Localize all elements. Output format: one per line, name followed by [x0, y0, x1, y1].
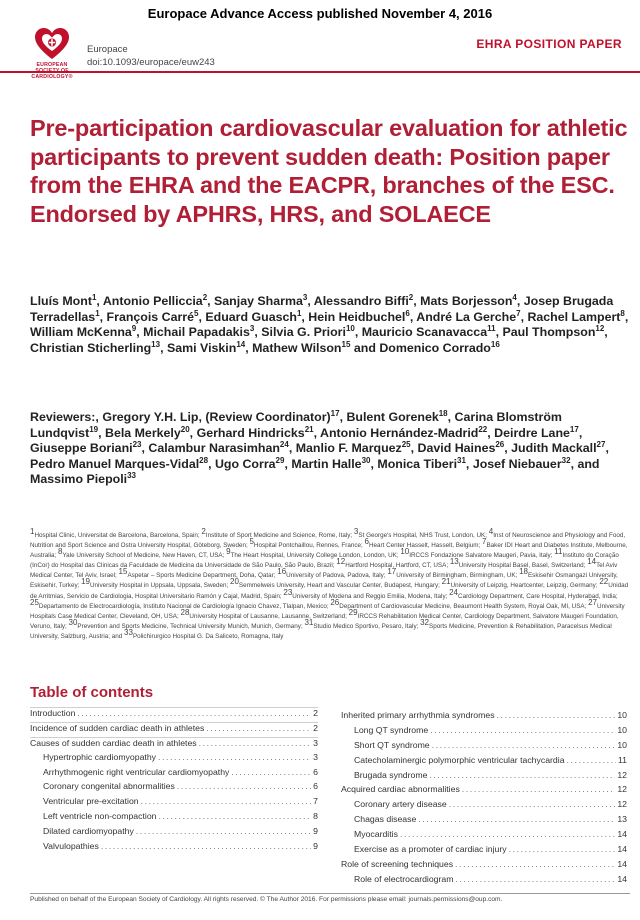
- toc-entry[interactable]: [341, 844, 627, 859]
- reviewer-affiliation-mark: 17: [569, 424, 579, 434]
- toc-entry-label: Valvulopathies: [43, 841, 99, 852]
- affiliation-number: 12: [336, 557, 346, 567]
- toc-entry[interactable]: [30, 841, 318, 856]
- toc-entry[interactable]: [341, 829, 627, 844]
- reviewer-name: Ugo Corra: [214, 456, 276, 471]
- affiliation-text: Tel Aviv Medical Center, Tel Aviv, Israel;: [30, 562, 618, 580]
- affiliation-number: 10: [400, 547, 410, 557]
- affiliation-text: University Hospitals Case Medical Center, Cleveland, OH, USA;: [30, 602, 625, 620]
- affiliation-text: Yale University School of Medicine, New Haven, CT, USA;: [62, 552, 225, 560]
- toc-entry-label: Hypertrophic cardiomyopathy: [43, 751, 156, 762]
- toc-page-number: 11: [617, 754, 627, 765]
- toc-entry-label: Arrhythmogenic right ventricular cardiomyopathy: [43, 766, 230, 777]
- affiliation-number: 23: [283, 587, 293, 597]
- reviewer-name: Gerhard Hindricks: [196, 425, 305, 440]
- toc-leader-dots: [400, 829, 615, 839]
- toc-entry[interactable]: [30, 707, 318, 722]
- toc-entry-label: Acquired cardiac abnormalities: [341, 784, 460, 795]
- toc-entry-label: Chagas disease: [354, 814, 417, 825]
- toc-leader-dots: [430, 725, 615, 735]
- toc-entry[interactable]: [341, 814, 627, 829]
- affiliation-text: Hospital Clinic, Universitat de Barcelona, Barcelona, Spain;: [34, 532, 200, 539]
- affiliation-text: Sports Medicine, Prevention & Rehabilitation, Paracelsus Medical University, Salzburg, Austria; and: [30, 622, 612, 640]
- affiliation-text: Heart Center Hasselt, Hasselt, Belgium;: [368, 542, 481, 550]
- author-name: Eduard Guasch: [205, 309, 297, 324]
- affiliation-text: University Hospital in Uppsala, Uppsala, Sweden;: [90, 582, 229, 590]
- affiliation-number: 17: [387, 567, 397, 577]
- reviewer-affiliation-mark: 25: [401, 440, 411, 450]
- affiliation-text: Unidad de Arritmias, Servicio de Cardiologia, Hospital Universitario Ramón y Cajal, Madrid, Spain;: [30, 582, 629, 600]
- author-name: Hein Heidbuchel: [308, 309, 406, 324]
- toc-leader-dots: [429, 770, 615, 780]
- toc-entry-label: Coronary congenital abnormalities: [43, 781, 175, 792]
- author-name: Josep Brugada Terradellas: [30, 294, 614, 324]
- affiliation-number: 22: [599, 577, 609, 587]
- author-name: François Carré: [106, 309, 195, 324]
- author-name: Antonio Pelliccia: [102, 294, 203, 308]
- toc-page-number: 3: [313, 751, 318, 762]
- author-affiliation-mark: 12: [595, 324, 605, 334]
- affiliation-text: Baker IDI Heart and Diabetes Institute, Melbourne, Australia;: [30, 542, 628, 560]
- author-affiliation-mark: 11: [487, 324, 496, 334]
- doi-link[interactable]: doi:10.1093/europace/euw243: [87, 57, 215, 68]
- toc-entry-label: Long QT syndrome: [354, 724, 429, 735]
- author-name: Sami Viskin: [166, 340, 237, 355]
- author-affiliation-mark: 16: [490, 339, 500, 349]
- reviewer-affiliation-mark: 21: [304, 424, 314, 434]
- toc-page-number: 7: [313, 796, 318, 807]
- affiliation-number: 19: [81, 577, 90, 587]
- affiliation-text: Instituto do Coração (InCor) do Hospital das Clinicas da Faculdade de Medicina da Universidade de São Paulo, São Paulo, Brazil;: [30, 552, 619, 570]
- toc-leader-dots: [136, 826, 311, 836]
- affiliation-number: 3: [353, 526, 359, 536]
- toc-entry[interactable]: [30, 767, 318, 782]
- toc-leader-dots: [177, 781, 311, 791]
- toc-page-number: 3: [313, 737, 318, 748]
- toc-page-number: 6: [313, 781, 318, 792]
- author-affiliation-mark: 8: [620, 308, 625, 318]
- toc-entry-label: Coronary artery disease: [354, 799, 447, 810]
- affiliations: [30, 526, 632, 642]
- reviewers-prefix: Reviewers:,: [30, 410, 99, 424]
- affiliation-text: University of Modena and Reggio Emilia, Modena, Italy;: [292, 592, 448, 600]
- toc-leader-dots: [158, 811, 311, 821]
- affiliation-text: Studio Medico Sportivo, Pesaro, Italy;: [313, 622, 419, 630]
- reviewer-name: Martin Halle: [291, 456, 362, 471]
- reviewer-affiliation-mark: 32: [561, 455, 571, 465]
- affiliation-number: 14: [587, 557, 597, 567]
- toc-entry-label: Role of electrocardiogram: [354, 873, 454, 884]
- affiliation-text: Department of Cardiovascular Medicine, Beaumont Health System, Royal Oak, MI, USA;: [339, 602, 587, 610]
- reviewer-affiliation-mark: 33: [127, 471, 136, 481]
- author-affiliation-mark: 1: [296, 308, 302, 318]
- author-name: Lluís Mont: [30, 294, 92, 308]
- author-name: Christian Sticherling: [30, 340, 152, 355]
- toc-leader-dots: [77, 708, 311, 718]
- author-affiliation-mark: 14: [236, 339, 246, 349]
- affiliation-text: Institute of Sport Medicine and Science, Rome, Italy;: [205, 532, 353, 539]
- author-affiliation-mark: 3: [249, 324, 255, 334]
- toc-leader-dots: [199, 738, 312, 748]
- reviewer-name: Carina Blomström Lundqvist: [30, 410, 562, 440]
- author-affiliation-mark: 3: [302, 292, 308, 302]
- toc-entry[interactable]: [341, 725, 627, 740]
- reviewer-name: Massimo Piepoli: [30, 472, 128, 487]
- toc-heading: Table of contents: [30, 684, 154, 701]
- toc-leader-dots: [567, 755, 616, 765]
- affiliation-number: 9: [226, 547, 231, 557]
- affiliation-number: 20: [230, 577, 239, 587]
- reviewer-name: Bela Merkely: [105, 425, 181, 440]
- toc-entry[interactable]: [30, 737, 318, 752]
- header-rule: [0, 71, 640, 73]
- reviewer-name: David Haines: [417, 441, 496, 456]
- toc-entry-label: Exercise as a promoter of cardiac injury: [354, 844, 507, 855]
- affiliation-number: 33: [124, 627, 133, 637]
- toc-entry[interactable]: [341, 859, 627, 874]
- affiliation-number: 25: [30, 597, 39, 607]
- toc-page-number: 8: [313, 811, 318, 822]
- affiliation-text: Inst of Neuroscience and Physiology and Food, Nutrition and Sport Science and Ostra University Hospital, Göteborg, Sweden;: [30, 532, 626, 550]
- author-affiliation-mark: 15: [341, 339, 351, 349]
- footer-rule: [30, 893, 630, 894]
- affiliation-text: University of Leipzig, Heartcenter, Leipzig, Germany;: [450, 582, 598, 590]
- affiliation-text: Hospital Pontchaillou, Rennes, France;: [253, 542, 363, 550]
- affiliation-number: 27: [588, 597, 598, 607]
- logo-text-line: EUROPEAN: [36, 62, 68, 68]
- author-affiliation-mark: 7: [516, 308, 521, 318]
- toc-page-number: 12: [617, 799, 627, 810]
- paper-type-label: EHRA POSITION PAPER: [476, 37, 622, 51]
- affiliation-text: Aspetar – Sports Medicine Department, Doha, Qatar;: [127, 572, 276, 580]
- toc-page-number: 6: [313, 766, 318, 777]
- journal-info: [87, 43, 215, 69]
- toc-leader-dots: [206, 723, 311, 733]
- toc-entry[interactable]: [341, 770, 627, 785]
- toc-leader-dots: [509, 844, 616, 854]
- reviewer-name: Monica Tiberi: [377, 456, 458, 471]
- reviewer-affiliation-mark: 30: [361, 455, 371, 465]
- affiliation-text: Cardiology Department, Care Hospital, Hyderabad, India;: [458, 592, 618, 600]
- author-name: Alessandro Biffi: [313, 294, 409, 308]
- author-name: Silvia G. Priori: [261, 325, 346, 340]
- reviewer-affiliation-mark: 22: [478, 424, 488, 434]
- affiliation-text: Eskisehir Osmangazi University, Eskisehir, Turkey;: [30, 572, 618, 590]
- toc-entry-label: Inherited primary arrhythmia syndromes: [341, 710, 495, 720]
- affiliation-text: Polichirurgico Hospital G. Da Saliceto, Romagna, Italy: [132, 632, 284, 640]
- toc-leader-dots: [497, 710, 616, 720]
- toc-entry[interactable]: [341, 799, 627, 814]
- affiliation-text: Prevention and Sports Medicine, Technical University Munich, Munich, Germany;: [77, 622, 303, 630]
- toc-entry[interactable]: [341, 755, 627, 770]
- author-affiliation-mark: 10: [345, 324, 355, 334]
- author-affiliation-mark: 4: [512, 292, 517, 302]
- toc-page-number: 14: [617, 829, 627, 840]
- toc-page-number: 9: [313, 826, 318, 837]
- affiliation-number: 5: [249, 537, 254, 546]
- author-conjunction: and: [577, 456, 600, 471]
- toc-page-number: 10: [617, 710, 627, 720]
- toc-entry[interactable]: [341, 710, 627, 725]
- affiliation-number: 6: [364, 537, 369, 546]
- reviewer-name: Pedro Manuel Marques-Vidal: [30, 456, 200, 471]
- author-list: Lluís Mont$^1$, Antonio Pelliccia$^2$, Sanjay Sharma$^3$, Alessandro Biffi$^2$, Mats Borjesson$^4$, Josep Brugada Terradellas$^1$, François Carré$^5$, Eduard Guasch$^1$, Hein Heidbuchel$^6$, André La Gerche$^7$, Rachel Lampert$^8$, William McKenna$^9$, Michail Papadakis$^3$, Silvia G. Priori$^{10}$, Mauricio Scanavacca$^{11}$, Paul Thompson$^{12}$, Christian Sticherling$^{13}$, Sami Viskin$^{14}$, Mathew Wilson$^{15}$ and Domenico Corrado$^{16}$: [30, 292, 629, 355]
- logo-text-line: CARDIOLOGY®: [31, 74, 73, 80]
- heart-logo-icon: [34, 27, 70, 61]
- affiliation-text: The Heart Hospital, University College London, London, UK;: [230, 552, 399, 560]
- advance-access-line: Europace Advance Access published November 4, 2016: [147, 6, 493, 21]
- author-affiliation-mark: 13: [151, 339, 161, 349]
- reviewer-affiliation-mark: 24: [279, 440, 289, 450]
- toc-leader-dots: [432, 740, 616, 750]
- toc-right-column: [341, 710, 627, 889]
- author-affiliation-mark: 1: [91, 292, 97, 302]
- reviewer-name: Calambur Narasimhan: [148, 441, 280, 456]
- toc-entry-label: Catecholaminergic polymorphic ventricular tachycardia: [354, 754, 565, 765]
- reviewer-affiliation-mark: 17: [330, 408, 340, 418]
- affiliation-text: IRCCS Rehabilitation Medical Center, Cardiology Department, Salvatore Maugeri Foundation, Veruno, Italy;: [30, 612, 619, 630]
- toc-page-number: 10: [617, 724, 627, 735]
- toc-page-number: 10: [617, 739, 627, 750]
- affiliation-number: 15: [118, 567, 128, 577]
- affiliation-text: University of Padova, Padova, Italy;: [286, 572, 386, 580]
- reviewer-affiliation-mark: 29: [275, 455, 285, 465]
- author-name: Mats Borjesson: [420, 294, 513, 308]
- affiliation-number: 28: [180, 607, 190, 617]
- affiliation-text: St George's Hospital, NHS Trust, London, UK;: [358, 532, 487, 539]
- author-affiliation-mark: 2: [408, 292, 414, 302]
- affiliation-number: 7: [482, 537, 487, 546]
- reviewer-name: Antonio Hernández-Madrid: [320, 425, 479, 440]
- author-affiliation-mark: 9: [131, 324, 137, 334]
- toc-leader-dots: [101, 841, 311, 851]
- reviewer-affiliation-mark: 18: [438, 408, 448, 418]
- reviewer-affiliation-mark: 19: [89, 424, 99, 434]
- reviewer-affiliation-mark: 31: [457, 455, 466, 465]
- toc-left-column: [30, 707, 318, 856]
- affiliation-number: 1: [30, 526, 35, 536]
- reviewer-affiliation-mark: 27: [596, 440, 606, 450]
- toc-page-number: 14: [617, 873, 627, 884]
- affiliation-text: Hartford Hospital, Hartford, CT, USA;: [345, 562, 449, 570]
- affiliation-text: Semmelweis University, Heart and Vascular Center, Budapest, Hungary;: [238, 582, 440, 590]
- toc-page-number: 9: [313, 841, 318, 852]
- reviewer-affiliation-mark: 23: [132, 440, 142, 450]
- toc-entry[interactable]: [341, 874, 627, 889]
- toc-entry-label: Left ventricle non-compaction: [43, 811, 157, 822]
- author-name: André La Gerche: [416, 309, 517, 324]
- toc-leader-dots: [158, 752, 311, 762]
- toc-page-number: 2: [313, 708, 318, 718]
- toc-leader-dots: [455, 874, 615, 884]
- toc-page-number: 2: [313, 722, 318, 733]
- affiliation-number: 30: [68, 617, 78, 627]
- toc-entry-label: Myocarditis: [354, 829, 398, 840]
- reviewer-name: Judith Mackall: [511, 441, 597, 456]
- affiliation-text: University of Birmingham, Birmingham, UK;: [396, 572, 518, 580]
- affiliation-text: IRCCS Fondazione Salvatore Maugeri, Pavia, Italy;: [409, 552, 553, 560]
- reviewer-name: Gregory Y.H. Lip, (Review Coordinator): [102, 410, 331, 424]
- toc-entry-label: Ventricular pre-excitation: [43, 796, 139, 807]
- author-conjunction: and: [353, 340, 376, 355]
- affiliation-text: University Hospital Basel, Basel, Switzerland;: [458, 562, 586, 570]
- author-name: Sanjay Sharma: [214, 294, 303, 308]
- toc-entry-label: Causes of sudden cardiac death in athletes: [30, 737, 197, 748]
- reviewer-name: Manlio F. Marquez: [295, 441, 402, 456]
- toc-entry[interactable]: [341, 784, 627, 799]
- author-name: Michail Papadakis: [143, 325, 250, 340]
- reviewer-affiliation-mark: 28: [199, 455, 209, 465]
- footer-note: Published on behalf of the European Society of Cardiology. All rights reserved. © The Author 2016. For permissions please email: journals.permissions@oup.com.: [30, 896, 503, 903]
- affiliation-number: 26: [330, 597, 340, 607]
- affiliation-number: 29: [348, 607, 358, 617]
- toc-leader-dots: [141, 796, 312, 806]
- author-name: Paul Thompson: [502, 325, 596, 340]
- toc-page-number: 12: [617, 769, 627, 780]
- toc-entry-label: Introduction: [30, 708, 76, 718]
- toc-leader-dots: [231, 767, 311, 777]
- toc-entry[interactable]: [30, 826, 318, 841]
- author-affiliation-mark: 5: [194, 308, 199, 318]
- journal-name: Europace: [87, 44, 128, 55]
- affiliation-text: University Hospital of Lausanne, Lausanne, Switzerland;: [189, 612, 347, 620]
- toc-entry-label: Incidence of sudden cardiac death in athletes: [30, 722, 205, 733]
- toc-page-number: 13: [617, 814, 627, 825]
- affiliation-number: 13: [449, 557, 459, 567]
- toc-page-number: 14: [617, 858, 627, 869]
- paper-title: Pre-participation cardiovascular evaluation for athletic participants to prevent sudden death: Position paper from the EHRA and the EACPR, branches of the ESC. Endorsed by APHRS, HRS, and SOLAECE: [30, 115, 628, 227]
- reviewer-affiliation-mark: 26: [495, 440, 505, 450]
- toc-entry[interactable]: [30, 752, 318, 767]
- toc-entry[interactable]: [30, 796, 318, 811]
- affiliation-number: 31: [304, 617, 314, 627]
- affiliation-number: 16: [277, 567, 287, 577]
- affiliation-number: 11: [554, 547, 563, 557]
- toc-entry[interactable]: [30, 811, 318, 826]
- affiliation-text: Departamento de Electrocardiología, Instituto Nacional de Cardiología Ignacio Chavez, Tlalpan, Mexico;: [38, 602, 329, 610]
- author-name: Mauricio Scanavacca: [361, 325, 488, 340]
- toc-entry[interactable]: [341, 740, 627, 755]
- toc-leader-dots: [455, 859, 615, 869]
- author-affiliation-mark: 6: [405, 308, 410, 318]
- toc-page-number: 14: [617, 844, 627, 855]
- affiliation-number: 21: [441, 577, 451, 587]
- toc-leader-dots: [418, 814, 615, 824]
- author-name: William McKenna: [30, 325, 132, 340]
- affiliation-number: 8: [58, 547, 63, 557]
- affiliation-number: 4: [488, 526, 494, 536]
- author-name: Mathew Wilson: [252, 340, 342, 355]
- affiliation-number: 32: [420, 617, 430, 627]
- reviewer-name: Josef Niebauer: [472, 456, 562, 471]
- toc-entry-label: Dilated cardiomyopathy: [43, 826, 134, 837]
- toc-entry-label: Role of screening techniques: [341, 858, 454, 869]
- author-name: Domenico Corrado: [379, 340, 491, 355]
- toc-entry-label: Brugada syndrome: [354, 769, 428, 780]
- affiliation-number: 2: [201, 526, 206, 536]
- reviewer-list: Reviewers:, Gregory Y.H. Lip, (Review Coordinator)$^{17}$, Bulent Gorenek$^{18}$, Carina Blomström Lundqvist$^{19}$, Bela Merkely$^{20}$, Gerhard Hindricks$^{21}$, Antonio Hernández-Madrid$^{22}$, Deirdre Lane$^{17}$, Giuseppe Boriani$^{23}$, Calambur Narasimhan$^{24}$, Manlio F. Marquez$^{25}$, David Haines$^{26}$, Judith Mackall$^{27}$, Pedro Manuel Marques-Vidal$^{28}$, Ugo Corra$^{29}$, Martin Halle$^{30}$, Monica Tiberi$^{31}$, Josef Niebauer$^{32}$, and Massimo Piepoli$^{33}$: [30, 408, 609, 487]
- toc-leader-dots: [462, 784, 616, 794]
- author-name: Rachel Lampert: [527, 309, 621, 324]
- author-affiliation-mark: 1: [95, 308, 100, 318]
- reviewer-name: Giuseppe Boriani: [30, 441, 133, 456]
- toc-page-number: 12: [617, 784, 627, 795]
- toc-entry[interactable]: [30, 781, 318, 796]
- affiliation-number: 18: [519, 567, 528, 577]
- affiliation-number: 24: [449, 587, 459, 597]
- reviewer-name: Deirdre Lane: [494, 425, 570, 440]
- toc-entry-label: Short QT syndrome: [354, 739, 430, 750]
- reviewer-affiliation-mark: 20: [180, 424, 190, 434]
- toc-leader-dots: [449, 799, 616, 809]
- reviewer-name: Bulent Gorenek: [346, 410, 439, 424]
- toc-entry[interactable]: [30, 722, 318, 737]
- author-affiliation-mark: 2: [202, 292, 208, 302]
